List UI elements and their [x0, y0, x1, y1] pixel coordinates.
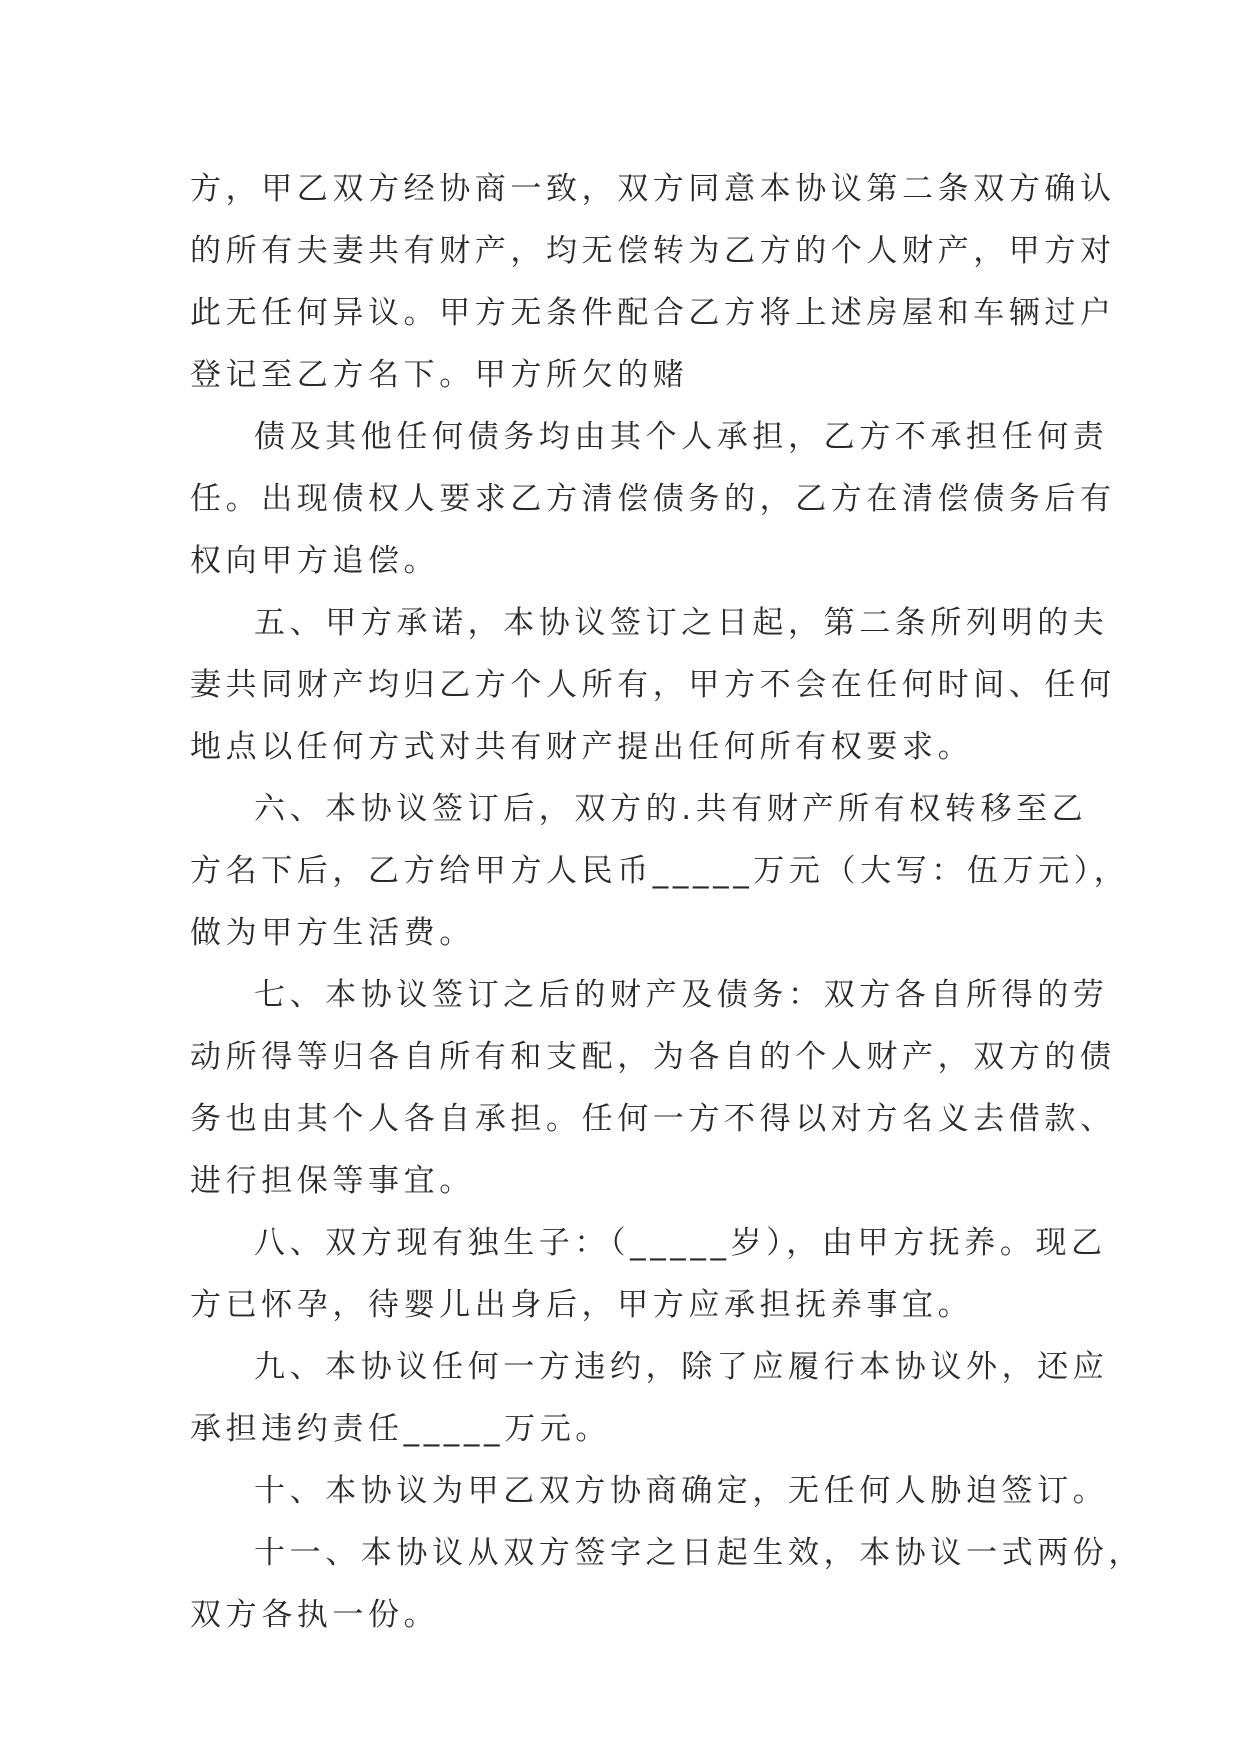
- text-line: 此无任何异议。甲方无条件配合乙方将上述房屋和车辆过户: [190, 295, 1116, 331]
- text-line: 妻共同财产均归乙方个人所有，甲方不会在任何时间、任何: [190, 667, 1116, 703]
- text-line: 做为甲方生活费。: [190, 915, 475, 951]
- text-line: 八、双方现有独生子：（_____岁），由甲方抚养。现乙: [254, 1225, 1107, 1261]
- paragraph: [190, 778, 1130, 964]
- text-line: 方名下后，乙方给甲方人民币_____万元（大写：伍万元），: [190, 853, 1130, 889]
- text-line: 方，甲乙双方经协商一致，双方同意本协议第二条双方确认: [190, 171, 1116, 207]
- text-line: 务也由其个人各自承担。任何一方不得以对方名义去借款、: [190, 1101, 1116, 1137]
- paragraph: [190, 406, 1116, 592]
- text-line: 地点以任何方式对共有财产提出任何所有权要求。: [190, 729, 974, 765]
- text-line: 动所得等归各自所有和支配，为各自的个人财产，双方的债: [190, 1039, 1116, 1075]
- paragraph: [190, 1336, 1109, 1460]
- paragraph: [190, 592, 1116, 778]
- text-line: 十、本协议为甲乙双方协商确定，无任何人胁迫签订。: [254, 1473, 1109, 1509]
- text-line: 十一、本协议从双方签字之日起生效，本协议一式两份，: [254, 1535, 1144, 1571]
- text-line: 双方各执一份。: [190, 1597, 440, 1633]
- text-line: 的所有夫妻共有财产，均无偿转为乙方的个人财产，甲方对: [190, 233, 1116, 269]
- document-body: [190, 158, 1144, 1646]
- text-line: 九、本协议任何一方违约，除了应履行本协议外，还应: [254, 1349, 1109, 1385]
- text-line: 任。出现债权人要求乙方清偿债务的，乙方在清偿债务后有: [190, 481, 1116, 517]
- text-line: 七、本协议签订之后的财产及债务：双方各自所得的劳: [254, 977, 1109, 1013]
- text-line: 五、甲方承诺，本协议签订之日起，第二条所列明的夫: [254, 605, 1109, 641]
- text-line: 六、本协议签订后，双方的.共有财产所有权转移至乙: [254, 791, 1088, 827]
- text-line: 债及其他任何债务均由其个人承担，乙方不承担任何责: [254, 419, 1109, 455]
- paragraph: [190, 158, 1116, 406]
- text-line: 权向甲方追偿。: [190, 543, 440, 579]
- paragraph: [190, 1212, 1107, 1336]
- paragraph: [190, 1460, 1109, 1522]
- text-line: 承担违约责任_____万元。: [190, 1411, 611, 1447]
- paragraph: [190, 1522, 1144, 1646]
- text-line: 登记至乙方名下。甲方所欠的赌: [190, 357, 689, 393]
- text-line: 方已怀孕，待婴儿出身后，甲方应承担抚养事宜。: [190, 1287, 974, 1323]
- text-line: 进行担保等事宜。: [190, 1163, 475, 1199]
- paragraph: [190, 964, 1116, 1212]
